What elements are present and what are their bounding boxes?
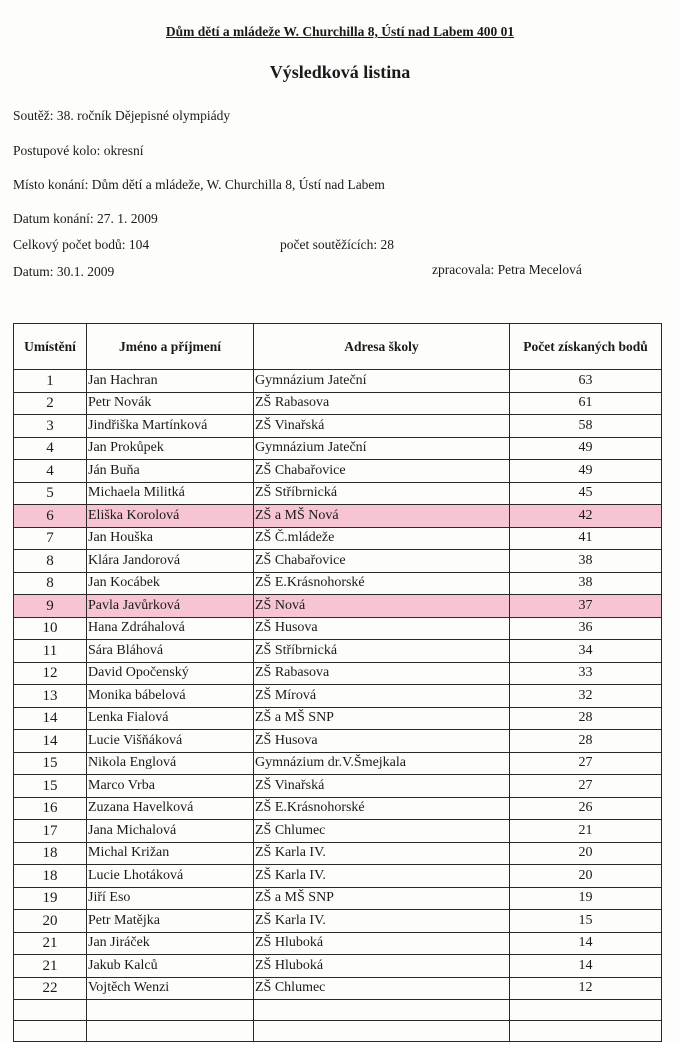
name-cell: Lucie Višňáková: [87, 730, 254, 753]
results-body: [14, 370, 662, 1042]
empty-cell: [254, 1021, 510, 1042]
organization-header: Dům dětí a mládeže W. Churchilla 8, Ústí nad Labem 400 01: [165, 24, 515, 39]
points-cell: 12: [510, 977, 662, 1000]
table-row: [14, 640, 662, 663]
rank-cell: 10: [14, 617, 87, 640]
rank-cell: 14: [14, 730, 87, 753]
points-cell: 61: [510, 392, 662, 415]
name-cell: Jan Jiráček: [87, 932, 254, 955]
school-cell: ZŠ Hluboká: [254, 932, 510, 955]
points-cell: 36: [510, 617, 662, 640]
points-cell: 37: [510, 595, 662, 618]
table-row: [14, 595, 662, 618]
event-date-info: Datum konání: 27. 1. 2009: [13, 211, 158, 226]
rank-cell: 15: [14, 775, 87, 798]
school-cell: ZŠ Chlumec: [254, 820, 510, 843]
school-cell: ZŠ Rabasova: [254, 392, 510, 415]
empty-row: [14, 1000, 662, 1021]
school-cell: ZŠ Karla IV.: [254, 910, 510, 933]
points-cell: 14: [510, 932, 662, 955]
school-cell: ZŠ Karla IV.: [254, 842, 510, 865]
rank-cell: 20: [14, 910, 87, 933]
table-row: [14, 617, 662, 640]
table-row: [14, 977, 662, 1000]
name-cell: Monika bábelová: [87, 685, 254, 708]
empty-cell: [254, 1000, 510, 1021]
points-cell: 26: [510, 797, 662, 820]
school-cell: ZŠ Chlumec: [254, 977, 510, 1000]
school-cell: ZŠ Nová: [254, 595, 510, 618]
school-cell: ZŠ E.Krásnohorské: [254, 572, 510, 595]
rank-cell: 6: [14, 505, 87, 528]
points-cell: 34: [510, 640, 662, 663]
rank-cell: 5: [14, 482, 87, 505]
column-header-rank: Umístění: [14, 324, 87, 370]
column-header-name: Jméno a příjmení: [87, 324, 254, 370]
table-row: [14, 820, 662, 843]
school-cell: ZŠ Chabařovice: [254, 550, 510, 573]
date-info: Datum: 30.1. 2009: [13, 264, 115, 279]
school-cell: Gymnázium Jateční: [254, 370, 510, 393]
name-cell: David Opočenský: [87, 662, 254, 685]
empty-cell: [14, 1000, 87, 1021]
points-cell: 49: [510, 437, 662, 460]
name-cell: Jana Michalová: [87, 820, 254, 843]
rank-cell: 8: [14, 572, 87, 595]
rank-cell: 14: [14, 707, 87, 730]
rank-cell: 15: [14, 752, 87, 775]
rank-cell: 18: [14, 865, 87, 888]
name-cell: Pavla Javůrková: [87, 595, 254, 618]
column-header-school: Adresa školy: [254, 324, 510, 370]
school-cell: ZŠ Rabasova: [254, 662, 510, 685]
table-row: [14, 527, 662, 550]
points-cell: 42: [510, 505, 662, 528]
school-cell: ZŠ a MŠ SNP: [254, 887, 510, 910]
table-row: [14, 685, 662, 708]
rank-cell: 1: [14, 370, 87, 393]
name-cell: Jan Kocábek: [87, 572, 254, 595]
rank-cell: 9: [14, 595, 87, 618]
school-cell: ZŠ Č.mládeže: [254, 527, 510, 550]
name-cell: Jiří Eso: [87, 887, 254, 910]
rank-cell: 8: [14, 550, 87, 573]
school-cell: ZŠ Hluboká: [254, 955, 510, 978]
school-cell: ZŠ Husova: [254, 617, 510, 640]
name-cell: Michal Križan: [87, 842, 254, 865]
school-cell: ZŠ Vinařská: [254, 775, 510, 798]
name-cell: Lenka Fialová: [87, 707, 254, 730]
table-row: [14, 460, 662, 483]
rank-cell: 21: [14, 955, 87, 978]
rank-cell: 13: [14, 685, 87, 708]
name-cell: Nikola Englová: [87, 752, 254, 775]
contestants-info: počet soutěžících: 28: [280, 237, 394, 252]
table-row: [14, 910, 662, 933]
points-cell: 45: [510, 482, 662, 505]
school-cell: ZŠ Chabařovice: [254, 460, 510, 483]
results-table: [13, 323, 662, 1042]
empty-cell: [14, 1021, 87, 1042]
name-cell: Jakub Kalců: [87, 955, 254, 978]
competition-info: Soutěž: 38. ročník Dějepisné olympiády: [13, 108, 231, 123]
school-cell: ZŠ a MŠ SNP: [254, 707, 510, 730]
school-cell: ZŠ Karla IV.: [254, 865, 510, 888]
points-cell: 27: [510, 775, 662, 798]
points-cell: 38: [510, 572, 662, 595]
rank-cell: 17: [14, 820, 87, 843]
table-row: [14, 482, 662, 505]
venue-info: Místo konání: Dům dětí a mládeže, W. Churchilla 8, Ústí nad Labem: [13, 177, 385, 192]
table-row: [14, 865, 662, 888]
column-header-points: Počet získaných bodů: [510, 324, 662, 370]
empty-cell: [510, 1000, 662, 1021]
table-row: [14, 437, 662, 460]
rank-cell: 4: [14, 460, 87, 483]
name-cell: Lucie Lhotáková: [87, 865, 254, 888]
school-cell: ZŠ Vinařská: [254, 415, 510, 438]
points-cell: 19: [510, 887, 662, 910]
empty-cell: [87, 1000, 254, 1021]
name-cell: Vojtěch Wenzi: [87, 977, 254, 1000]
name-cell: Eliška Korolová: [87, 505, 254, 528]
table-row: [14, 797, 662, 820]
points-cell: 20: [510, 865, 662, 888]
name-cell: Sára Bláhová: [87, 640, 254, 663]
rank-cell: 16: [14, 797, 87, 820]
school-cell: Gymnázium Jateční: [254, 437, 510, 460]
name-cell: Jindřiška Martínková: [87, 415, 254, 438]
name-cell: Jan Houška: [87, 527, 254, 550]
points-cell: 33: [510, 662, 662, 685]
processed-by-info: zpracovala: Petra Mecelová: [432, 262, 582, 277]
table-row: [14, 887, 662, 910]
points-cell: 41: [510, 527, 662, 550]
table-row: [14, 730, 662, 753]
table-row: [14, 932, 662, 955]
points-cell: 38: [510, 550, 662, 573]
school-cell: ZŠ E.Krásnohorské: [254, 797, 510, 820]
empty-row: [14, 1021, 662, 1042]
points-cell: 49: [510, 460, 662, 483]
table-header-row: [14, 324, 662, 370]
table-row: [14, 550, 662, 573]
points-cell: 63: [510, 370, 662, 393]
table-row: [14, 662, 662, 685]
points-cell: 27: [510, 752, 662, 775]
points-cell: 28: [510, 730, 662, 753]
school-cell: ZŠ Stříbrnická: [254, 482, 510, 505]
table-row: [14, 370, 662, 393]
rank-cell: 19: [14, 887, 87, 910]
name-cell: Hana Zdráhalová: [87, 617, 254, 640]
table-row: [14, 505, 662, 528]
document-title: Výsledková listina: [269, 62, 411, 82]
rank-cell: 12: [14, 662, 87, 685]
table-row: [14, 392, 662, 415]
table-row: [14, 707, 662, 730]
rank-cell: 7: [14, 527, 87, 550]
name-cell: Jan Prokůpek: [87, 437, 254, 460]
empty-cell: [87, 1021, 254, 1042]
rank-cell: 18: [14, 842, 87, 865]
points-cell: 58: [510, 415, 662, 438]
points-cell: 28: [510, 707, 662, 730]
school-cell: ZŠ a MŠ Nová: [254, 505, 510, 528]
school-cell: ZŠ Husova: [254, 730, 510, 753]
table-row: [14, 955, 662, 978]
points-cell: 20: [510, 842, 662, 865]
name-cell: Ján Buňa: [87, 460, 254, 483]
table-row: [14, 775, 662, 798]
rank-cell: 22: [14, 977, 87, 1000]
points-cell: 14: [510, 955, 662, 978]
school-cell: Gymnázium dr.V.Šmejkala: [254, 752, 510, 775]
name-cell: Petr Matějka: [87, 910, 254, 933]
name-cell: Klára Jandorová: [87, 550, 254, 573]
rank-cell: 21: [14, 932, 87, 955]
name-cell: Michaela Militká: [87, 482, 254, 505]
table-row: [14, 415, 662, 438]
school-cell: ZŠ Stříbrnická: [254, 640, 510, 663]
name-cell: Petr Novák: [87, 392, 254, 415]
table-row: [14, 842, 662, 865]
rank-cell: 4: [14, 437, 87, 460]
name-cell: Marco Vrba: [87, 775, 254, 798]
name-cell: Jan Hachran: [87, 370, 254, 393]
school-cell: ZŠ Mírová: [254, 685, 510, 708]
rank-cell: 11: [14, 640, 87, 663]
points-cell: 32: [510, 685, 662, 708]
table-row: [14, 752, 662, 775]
name-cell: Zuzana Havelková: [87, 797, 254, 820]
points-cell: 21: [510, 820, 662, 843]
points-cell: 15: [510, 910, 662, 933]
rank-cell: 2: [14, 392, 87, 415]
total-points-info: Celkový počet bodů: 104: [13, 237, 150, 252]
empty-cell: [510, 1021, 662, 1042]
table-row: [14, 572, 662, 595]
rank-cell: 3: [14, 415, 87, 438]
round-info: Postupové kolo: okresní: [13, 143, 144, 158]
